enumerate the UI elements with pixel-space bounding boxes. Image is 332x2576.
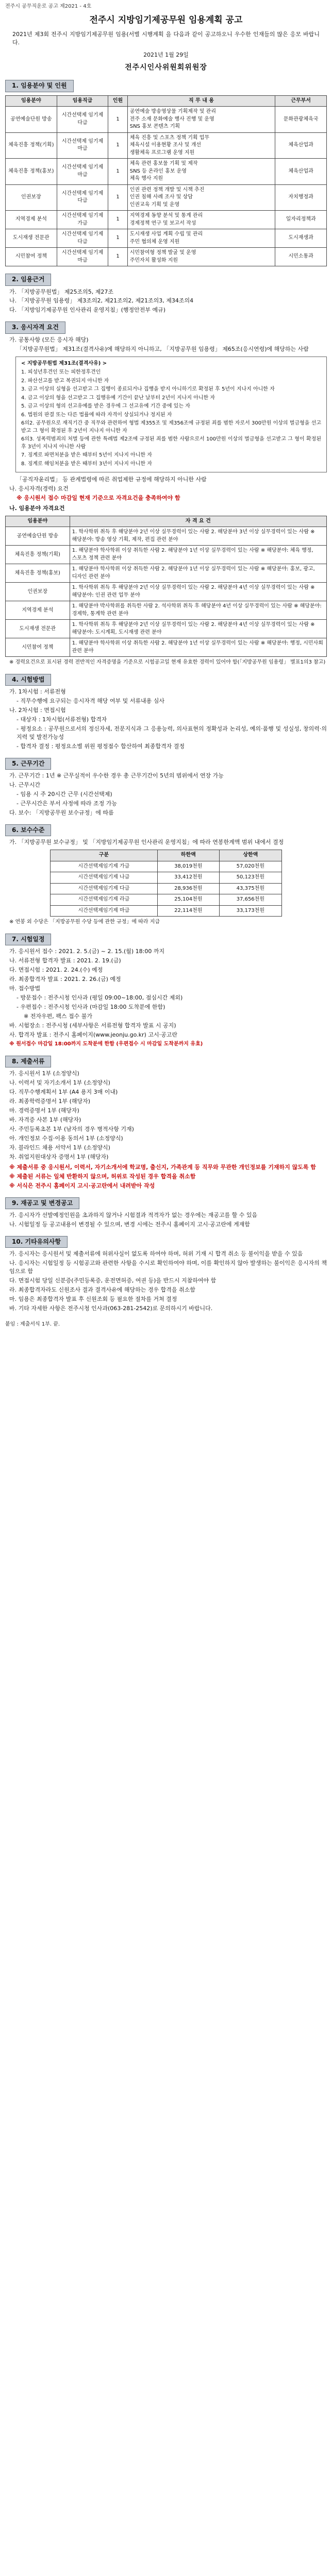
column-header: 근무부서 <box>275 95 327 107</box>
section-heading: 6. 보수수준 <box>5 824 51 836</box>
document-note: ※ 서식은 전주시 홈페이지 고시·공고란에서 내려받아 작성 <box>9 1182 155 1189</box>
document-reference: 전주시 공무직운로 공고 제2021 - 4호 <box>5 4 92 9</box>
section-re-announcement <box>5 1197 327 1229</box>
position-duties <box>127 107 275 133</box>
list-item: - 대상자 : 1차시험(서류전형) 합격자 <box>16 716 107 723</box>
position-count: 1 <box>108 107 127 133</box>
column-header: 상한액 <box>220 850 282 861</box>
list-item: - 방문접수 : 전주시청 인사과 (평일 09:00~18:00, 점심시간 제외) <box>16 994 183 1001</box>
pay-grade: 시간선택제임기제 라급 <box>51 894 157 906</box>
position-department: 체육산업과 <box>275 132 327 159</box>
pay-grade: 시간선택제임기제 나급 <box>51 872 157 884</box>
table-row <box>51 905 281 917</box>
list-item: 사. 주민등록초본 1부 (남자의 경우 병적사항 기재) <box>9 1126 134 1132</box>
section-work-period <box>5 758 327 817</box>
disqualification-line: 2. 파산선고를 받고 복권되지 아니한 자 <box>21 378 109 384</box>
deadline-warning: ※ 원서접수 마감일 18:00까지 도착분에 한함 (우편접수 시 마감일 도착분까지 유효) <box>9 1041 203 1047</box>
table-row <box>6 564 327 583</box>
list-item: ※ 응시원서 접수 마감일 현재 기준으로 자격요건을 충족하여야 함 <box>16 494 180 501</box>
pay-min: 22,114천원 <box>157 905 220 917</box>
section-heading: 7. 시험일정 <box>5 934 51 945</box>
announcement-date: 2021년 1월 29일 <box>143 52 189 59</box>
list-item: 다. 직무수행계획서 1부 (A4 용지 3매 이내) <box>9 1089 118 1096</box>
table-row <box>6 620 327 638</box>
section-other-notes <box>5 1236 327 1313</box>
position-department: 자치행정과 <box>275 184 327 211</box>
column-header: 자 격 요 건 <box>70 516 326 527</box>
position-department: 문화관광체육국 <box>275 107 327 133</box>
qualification-requirement: 1. 해당분야 학사학위 이상 취득한 사람 2. 해당분야 1년 이상 실무경력이 있는 사람 ※ 해당분야: 체육 행정, 스포츠 정책 관련 분야 <box>70 546 326 564</box>
duty-line: 주민 협의체 운영 지원 <box>129 239 180 245</box>
list-item: 「공직자윤리법」 등 관계법령에 따른 취업제한 규정에 해당하지 아니한 사람 <box>16 476 207 483</box>
pay-min: 28,936천원 <box>157 883 220 894</box>
column-header: 임용분야 <box>6 516 70 527</box>
duty-line: 체육시설 이용현황 조사 및 개선 <box>129 142 202 148</box>
list-item: 아. 개인정보 수집·이용 동의서 1부 (소정양식) <box>9 1134 123 1142</box>
list-item: 사. 합격자 발표 : 전주시 홈페이지(www.jeonju.go.kr) 고시·공고란 <box>9 1031 177 1038</box>
position-department: 도시재생과 <box>275 229 327 248</box>
duty-line: 공연예술 방송영상물 기획제작 및 관리 <box>129 109 216 115</box>
position-field: 시민참여 정책 <box>6 248 57 266</box>
disqualification-line: 8. 징계로 해임처분을 받은 때부터 3년이 지나지 아니한 자 <box>21 461 152 467</box>
position-field: 공연예술단원 방송 <box>6 107 57 133</box>
list-item: - 합격자 결정 : 평정요소별 위원 평정점수 합산하여 최종합격자 결정 <box>16 742 185 750</box>
list-item: 나. 「지방공무원 임용령」 제3조의2, 제21조의2, 제21조의3, 제34조의4 <box>9 297 194 304</box>
list-item: 나. 2차시험 : 면접시험 <box>9 707 66 714</box>
section-exam-method <box>5 674 327 751</box>
list-item: 가. 응시원서 1부 (소정양식) <box>9 1070 79 1077</box>
position-field: 체육진흥 정책(기획) <box>6 132 57 159</box>
duty-line: 인권교육 기획 및 운영 <box>129 201 180 208</box>
duty-line: 인권 관련 정책 개발 및 시책 추진 <box>129 187 205 193</box>
position-grade: 시간선택제 임기제 다급 <box>57 229 108 248</box>
list-item: ※ 전자우편, 팩스 접수 불가 <box>24 1012 92 1020</box>
list-item: 가. 「지방공무원 보수규정」 및 「지방임기제공무원 인사관리 운영지침」에 따라 연봉한계액 범위 내에서 결정 <box>9 839 284 846</box>
disqualification-line: 4. 금고 이상의 형을 선고받고 그 집행유예 기간이 끝난 날부터 2년이 지나지 아니한 자 <box>21 395 215 401</box>
position-grade: 시간선택제 임기제 마급 <box>57 159 108 185</box>
qualification-field: 체육진흥 정책(홍보) <box>6 564 70 583</box>
list-item: 라. 최종합격자라도 신원조사 결과 결격사유에 해당하는 경우 합격을 취소함 <box>9 1286 195 1293</box>
qualification-field: 시민참여 정책 <box>6 638 70 657</box>
position-count: 1 <box>108 229 127 248</box>
qualification-requirement: 1. 학사학위 취득 후 해당분야 2년 이상 실무경력이 있는 사람 2. 해당분야 4년 이상 실무경력이 있는 사람 ※ 해당분야: 도시계획, 도시재생 관련 분야 <box>70 620 326 638</box>
list-item: - 임용 시 주 20시간 근무 (시간선택제) <box>16 791 112 798</box>
document-note: ※ 제출된 서류는 일체 반환하지 않으며, 허위로 작성된 경우 합격을 취소함 <box>9 1173 196 1180</box>
table-row <box>6 159 327 185</box>
list-item: 나. 응시자는 시험일정 등 시험공고와 관련한 사항을 수시로 확인하여야 하며, 이를 확인하지 않아 발생하는 불이익은 응시자의 책임으로 함 <box>9 1260 327 1275</box>
duty-line: 체육 진흥 및 스포츠 정책 기획 업무 <box>129 134 210 141</box>
table-row <box>51 861 281 872</box>
qualification-field: 공연예술단원 방송 <box>6 527 70 546</box>
duty-line: 체육 관련 홍보물 기획 및 제작 <box>129 161 198 167</box>
section-heading: 9. 재공고 및 변경공고 <box>5 1197 79 1209</box>
table-row <box>6 107 327 133</box>
list-item: - 우편접수 : 전주시청 인사과 (마감일 18:00 도착분에 한함) <box>16 1003 165 1010</box>
list-item: 마. 경력증명서 1부 (해당자) <box>9 1107 79 1114</box>
table-row <box>6 229 327 248</box>
list-item: 가. 응시원서 접수 : 2021. 2. 5.(금) ~ 2. 15.(월) 18:00 까지 <box>9 948 165 955</box>
pay-max: 50,123천원 <box>220 872 282 884</box>
attachment-note: 붙임 : 제출서식 1부. 끝. <box>5 1321 60 1327</box>
list-item: 차. 취업지원대상자 증명서 1부 (해당자) <box>9 1153 109 1160</box>
position-grade: 시간선택제 임기제 다급 <box>57 184 108 211</box>
section-heading: 3. 응시자격 요건 <box>5 321 65 333</box>
page-title: 전주시 지방임기제공무원 임용계획 공고 <box>89 14 243 25</box>
position-department: 일자리정책과 <box>275 211 327 229</box>
table-row <box>51 872 281 884</box>
issuing-organization: 전주시인사위원회위원장 <box>125 63 207 72</box>
pay-min: 25,104천원 <box>157 894 220 906</box>
preamble-text: 2021년 제3회 전주시 지방임기제공무원 임용(서별 시행계획 을 다음과 같이 공고하오니 우수한 인재들의 많은 응모 바랍니다. <box>12 31 320 46</box>
position-field: 체육진흥 정책(홍보) <box>6 159 57 185</box>
section-recruitment-positions <box>5 80 327 266</box>
table-row <box>6 583 327 601</box>
list-item: 나. 응시자격(경력) 요건 <box>9 485 69 493</box>
position-duties <box>127 184 275 211</box>
pay-grade: 시간선택제임기제 다급 <box>51 883 157 894</box>
section-heading: 10. 기타유의사항 <box>5 1236 68 1248</box>
section-pay-level <box>5 824 327 926</box>
column-header: 인원 <box>108 95 127 107</box>
table-header-row <box>6 95 327 107</box>
position-count: 1 <box>108 159 127 185</box>
section-required-documents <box>5 1056 327 1190</box>
list-item: 나. 근무시간 <box>9 782 41 789</box>
disqualification-line: 3. 금고 이상의 실형을 선고받고 그 집행이 종료되거나 집행을 받지 아니하기로 확정된 후 5년이 지나지 아니한 자 <box>21 386 275 393</box>
duty-line: 생활체육 프로그램 운영 지원 <box>129 149 195 156</box>
document-note: ※ 제출서류 중 응시원서, 이력서, 자기소개서에 학교명, 출신지, 가족관계 등 직무와 무관한 개인정보를 기재하지 않도록 함 <box>9 1163 316 1171</box>
disqualification-line: 7. 징계로 파면처분을 받은 때부터 5년이 지나지 아니한 자 <box>21 452 152 459</box>
list-item: 다. 「지방임기제공무원 인사관리 운영지침」(행정안전부 예규) <box>9 307 166 314</box>
position-count: 1 <box>108 132 127 159</box>
section-heading: 8. 제출서류 <box>5 1056 51 1067</box>
duty-line: 체육 행사 지원 <box>129 176 163 182</box>
disqualification-line: 6의2. 공무원으로 재직기간 중 직무와 관련하여 형법 제355조 및 제356조에 규정된 죄를 범한 자로서 300만원 이상의 벌금형을 선고받고 그 형이 확정된 후 2년이 지나지 아니한 자 <box>21 420 321 434</box>
list-item: 가. 「지방공무원법」 제25조의5, 제27조 <box>9 288 113 295</box>
position-grade: 시간선택제 임기제 다급 <box>57 107 108 133</box>
table-row <box>6 248 327 266</box>
pay-grade: 시간선택제임기제 마급 <box>51 905 157 917</box>
list-item: 나. 시험일정 등 공고내용이 변경될 수 있으며, 변경 시에는 전주시 홈페이지 고시·공고란에 게재함 <box>9 1221 250 1228</box>
duty-line: 인권 침해 사례 조사 및 상담 <box>129 194 193 200</box>
section-eligibility <box>5 321 327 667</box>
list-item: 나. 서류전형 합격자 발표 : 2021. 2. 19.(금) <box>9 957 121 964</box>
table-row <box>6 638 327 657</box>
table-row <box>6 132 327 159</box>
section-heading: 2. 임용근거 <box>5 274 51 285</box>
pay-note: ※ 연봉 외 수당은 「지방공무원 수당 등에 관한 규정」에 따라 지급 <box>9 919 160 925</box>
pay-max: 43,375천원 <box>220 883 282 894</box>
qualification-field: 지역경제 분석 <box>6 601 70 620</box>
pay-grade: 시간선택제임기제 가급 <box>51 861 157 872</box>
qualification-note: ※ 경력요건으로 표시된 경력 전반적인 자격증명을 기준으로 시험공고일 현재 유효한 경력이 있어야 함(「지방공무원 임용령」 별표1의3 참고) <box>9 659 326 666</box>
position-grade: 시간선택제 임기제 가급 <box>57 211 108 229</box>
subsection-heading: 나. 임용분야 자격요건 <box>9 504 65 512</box>
list-item: 바. 기타 자세한 사항은 전주시청 인사과(063-281-2542)로 문의하시기 바랍니다. <box>9 1304 213 1312</box>
section-legal-basis <box>5 274 327 314</box>
column-header: 임용직급 <box>57 95 108 107</box>
duty-line: 주민자치 활성화 지원 <box>129 257 178 263</box>
position-field: 지역경제 분석 <box>6 211 57 229</box>
list-item: 「지방공무원법」 제31조(결격사유)에 해당하지 아니하고, 「지방공무원 임용령」 제65조(응시연령)에 해당하는 사람 <box>16 345 309 352</box>
position-duties <box>127 159 275 185</box>
column-header: 구분 <box>51 850 157 861</box>
section-heading: 4. 시험방법 <box>5 674 51 686</box>
table-row <box>6 546 327 564</box>
position-count: 1 <box>108 248 127 266</box>
list-item: 바. 시험장소 : 전주시청 (세부사항은 서류전형 합격자 발표 시 공지) <box>9 1022 176 1029</box>
qualification-requirement: 1. 학사학위 취득 후 해당분야 2년 이상 실무경력이 있는 사람 2. 해당분야 3년 이상 실무경력이 있는 사람 ※ 해당분야: 방송 영상 기획, 제작, 편집 관련 분야 <box>70 527 326 546</box>
section-heading: 5. 근무기간 <box>5 758 51 770</box>
position-count: 1 <box>108 184 127 211</box>
column-header: 임용분야 <box>6 95 57 107</box>
list-item: - 직무수행에 요구되는 응시자격 해당 여부 및 서류내용 심사 <box>16 698 164 705</box>
list-item: 마. 임용은 최종합격자 발표 후 신원조회 등 필요한 절차를 거쳐 결정 <box>9 1295 177 1302</box>
list-item: 마. 접수방법 <box>9 985 41 992</box>
box-title: < 지방공무원법 제31조(결격사유) > <box>21 360 107 366</box>
position-field: 도시재생 전문관 <box>6 229 57 248</box>
list-item: 가. 1차시험 : 서류전형 <box>9 688 66 696</box>
list-item: 나. 이력서 및 자기소개서 1부 (소정양식) <box>9 1079 110 1087</box>
section-heading: 1. 임용분야 및 인원 <box>5 80 74 92</box>
table-row <box>6 527 327 546</box>
duty-line: 경제정책 연구 및 보고서 작성 <box>129 220 196 226</box>
list-item: 라. 최종합격자 발표 : 2021. 2. 26.(금) 예정 <box>9 975 121 982</box>
duty-line: 지역경제 동향 분석 및 통계 관리 <box>129 213 203 219</box>
pay-max: 57,020천원 <box>220 861 282 872</box>
duty-line: SNS 홍보 콘텐츠 기획 <box>129 124 180 130</box>
position-field: 인권보장 <box>6 184 57 211</box>
qualification-requirement: 1. 해당분야 박사학위를 취득한 사람 2. 석사학위 취득 후 해당분야 4년 이상 실무경력이 있는 사람 ※ 해당분야: 경제학, 통계학 관련 분야 <box>70 601 326 620</box>
list-item: - 평정요소 : 공무원으로서의 정신자세, 전문지식과 그 응용능력, 의사표현의 정확성과 논리성, 예의·품행 및 성실성, 창의력·의지력 및 발전가능성 <box>16 725 327 740</box>
duty-line: 전주 소재 문화예술 행사 진행 및 운영 <box>129 116 214 122</box>
table-row <box>6 211 327 229</box>
table-row <box>6 601 327 620</box>
position-count: 1 <box>108 211 127 229</box>
list-item: 바. 자격증 사본 1부 (해당자) <box>9 1116 81 1124</box>
position-grade: 시간선택제 임기제 마급 <box>57 132 108 159</box>
list-item: 가. 응시자는 응시원서 및 제출서류에 허위사실이 없도록 하여야 하며, 허위 기재 시 합격 취소 등 불이익을 받을 수 있음 <box>9 1250 303 1258</box>
disqualification-line: 5. 금고 이상의 형의 선고유예를 받은 경우에 그 선고유예 기간 중에 있는 자 <box>21 403 190 410</box>
position-grade: 시간선택제 임기제 마급 <box>57 248 108 266</box>
disqualification-line: 6. 법원의 판결 또는 다른 법률에 따라 자격이 상실되거나 정지된 자 <box>21 412 172 418</box>
table-header-row <box>51 850 281 861</box>
list-item: 라. 최종학력증명서 1부 (해당자) <box>9 1098 91 1105</box>
qualification-field: 도시재생 전문관 <box>6 620 70 638</box>
list-item: 다. 면접시험 : 2021. 2. 24.(수) 예정 <box>9 966 103 973</box>
list-item: 다. 면접시험 당일 신분증(주민등록증, 운전면허증, 여권 등)을 반드시 지참하여야 함 <box>9 1277 217 1284</box>
duty-line: 도시재생 사업 계획 수립 및 관리 <box>129 231 203 238</box>
position-department: 시민소통과 <box>275 248 327 266</box>
table-row <box>51 883 281 894</box>
qualification-requirement: 1. 해당분야 학사학위 이상 취득한 사람 2. 해당분야 1년 이상 실무경력이 있는 사람 ※ 해당분야: 행정, 시민사회 관련 분야 <box>70 638 326 657</box>
table-row <box>51 894 281 906</box>
duty-line: 시민참여형 정책 발굴 및 운영 <box>129 250 196 256</box>
disqualification-box <box>15 357 327 473</box>
list-item: 가. 근무기간 : 1년 ※ 근무실적이 우수한 경우 총 근무기간이 5년의 범위에서 연장 가능 <box>9 772 224 779</box>
pay-max: 33,173천원 <box>220 905 282 917</box>
qualification-field: 체육진흥 정책(기획) <box>6 546 70 564</box>
qualification-requirement: 1. 해당분야 학사학위 이상 취득한 사람 2. 해당분야 1년 이상 실무경력이 있는 사람 ※ 해당분야: 홍보, 광고, 디자인 관련 분야 <box>70 564 326 583</box>
list-item: 자. 블라인드 채용 서약서 1부 (소정양식) <box>9 1144 110 1151</box>
positions-table <box>5 95 327 267</box>
table-header-row <box>6 516 327 527</box>
pay-min: 33,412천원 <box>157 872 220 884</box>
list-item: - 근무시간은 부서 사정에 따라 조정 가능 <box>16 800 117 807</box>
pay-min: 38,019천원 <box>157 861 220 872</box>
position-duties <box>127 211 275 229</box>
pay-table <box>50 850 281 917</box>
qualification-field: 인권보장 <box>6 583 70 601</box>
list-item: 다. 보수: 「지방공무원 보수규정」에 따름 <box>9 809 114 816</box>
disqualification-line: 1. 피성년후견인 또는 피한정후견인 <box>21 369 101 376</box>
qualification-table <box>5 516 327 657</box>
position-duties <box>127 248 275 266</box>
column-header: 하한액 <box>157 850 220 861</box>
duty-line: SNS 등 온라인 홍보 운영 <box>129 168 187 174</box>
list-item: 가. 공통사항 (모든 응시자 해당) <box>9 336 89 343</box>
list-item: 가. 응시자가 선발예정인원을 초과하지 않거나 시험결과 적격자가 없는 경우에는 재공고를 할 수 있음 <box>9 1211 258 1218</box>
table-row <box>6 184 327 211</box>
position-duties <box>127 132 275 159</box>
qualification-requirement: 1. 학사학위 취득 후 해당분야 2년 이상 실무경력이 있는 사람 2. 해당분야 4년 이상 실무경력이 있는 사람 ※ 해당분야: 인권 관련 업무 분야 <box>70 583 326 601</box>
position-duties <box>127 229 275 248</box>
column-header: 직 무 내 용 <box>127 95 275 107</box>
disqualification-line: 6의3. 성폭력범죄의 처벌 등에 관한 특례법 제2조에 규정된 죄를 범한 사람으로서 100만원 이상의 벌금형을 선고받고 그 형이 확정된 후 3년이 지나지 아니한 사람 <box>21 436 321 450</box>
section-exam-schedule <box>5 934 327 1048</box>
pay-max: 37,656천원 <box>220 894 282 906</box>
position-department: 체육산업과 <box>275 159 327 185</box>
